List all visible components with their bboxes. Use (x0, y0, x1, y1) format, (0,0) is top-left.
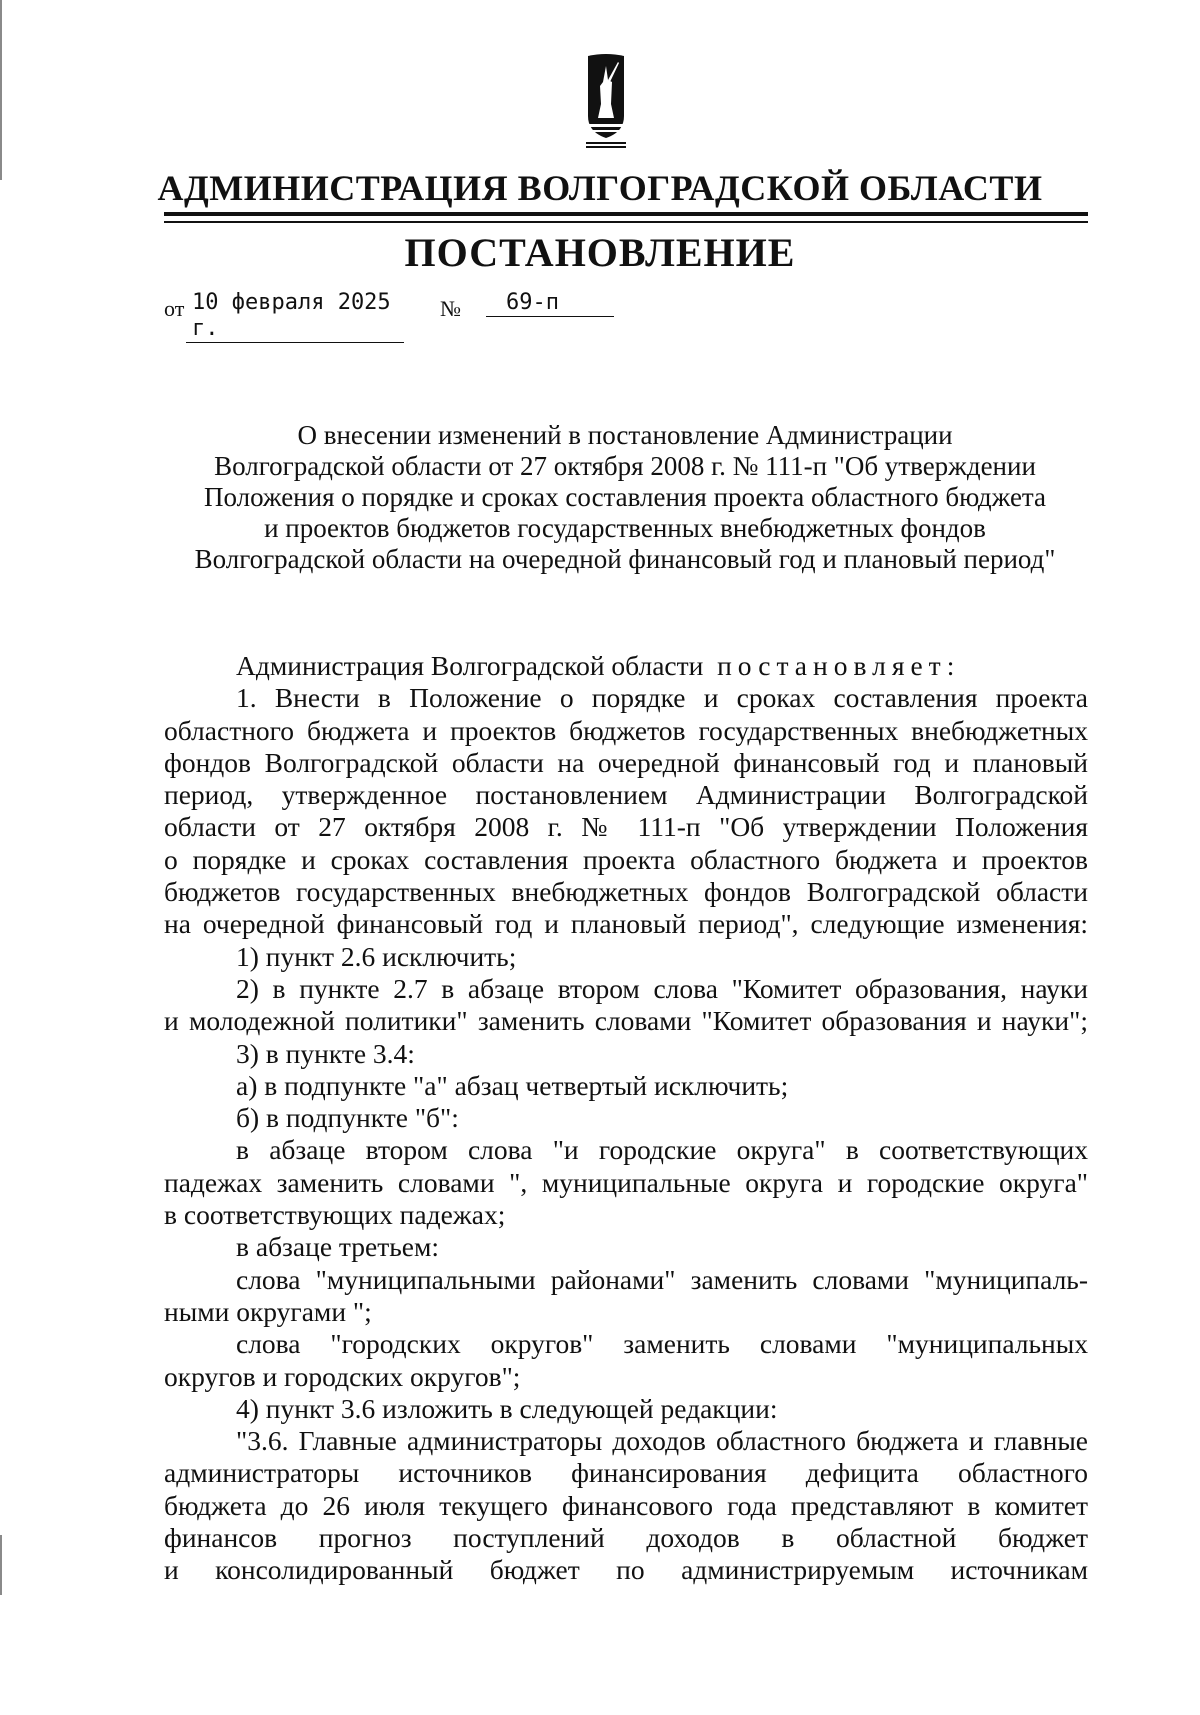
header-rule-thin (164, 221, 1088, 223)
body-line: в абзаце втором слова "и городские округа" в соответствующих (236, 1134, 1088, 1166)
body-line: б) в подпункте "б": (236, 1102, 459, 1134)
body-line: финансов прогноз поступлений доходов в областной бюджет (164, 1522, 1088, 1554)
body-line: ными округами "; (164, 1295, 372, 1327)
body-line: 3) в пункте 3.4: (236, 1037, 415, 1069)
body-line: и консолидированный бюджет по администрируемым источникам (164, 1554, 1088, 1586)
document-type-title: ПОСТАНОВЛЕНИЕ (404, 230, 796, 275)
body-line: слова "городских округов" заменить словами "муниципальных (236, 1328, 1088, 1360)
body-line: фондов Волгоградской области на очередной финансовый год и плановый (164, 746, 1088, 778)
body-line: 4) пункт 3.6 изложить в следующей редакции: (236, 1392, 778, 1424)
preamble (164, 650, 1088, 682)
body-line: 1) пункт 2.6 исключить; (236, 940, 517, 972)
body-line: падежах заменить словами ", муниципальные округа и городские округа" (164, 1166, 1088, 1198)
body-line: округов и городских округов"; (164, 1360, 521, 1392)
document-date: 10 февраля 2025 г. (186, 290, 404, 343)
subject-line: О внесении изменений в постановление Администрации (297, 420, 953, 450)
subject-line: Волгоградской области от 27 октября 2008 г. № 111-п "Об утверждении (214, 451, 1036, 481)
body-line: бюджета до 26 июля текущего финансового года представляют в комитет (164, 1489, 1088, 1521)
body-line: в абзаце третьем: (236, 1231, 440, 1263)
subject-line: Положения о порядке и сроках составления проекта областного бюджета (203, 482, 1047, 512)
body-line: 1. Внести в Положение о порядке и сроках составления проекта (236, 682, 1088, 714)
body-line: слова "муниципальными районами" заменить словами "муниципаль- (236, 1263, 1088, 1295)
subject-line: и проектов бюджетов государственных внебюджетных фондов (264, 513, 986, 543)
body-line: на очередной финансовый год и плановый период", следующие изменения: (164, 908, 1088, 940)
organization-title: АДМИНИСТРАЦИЯ ВОЛГОГРАДСКОЙ ОБЛАСТИ (157, 168, 1043, 208)
body-line: "3.6. Главные администраторы доходов областного бюджета и главные (236, 1425, 1088, 1457)
header-rule-thick (164, 212, 1088, 216)
preamble-subject: Администрация Волгоградской области (236, 650, 704, 681)
body-line: о порядке и сроках составления проекта областного бюджета и проектов (164, 843, 1088, 875)
document-number: 69-п (486, 290, 614, 317)
preamble-verb: постановляет: (717, 650, 961, 681)
body-line: и молодежной политики" заменить словами "Комитет образования и науки"; (164, 1005, 1088, 1037)
body-line: а) в подпункте "а" абзац четвертый исключить; (236, 1069, 789, 1101)
body-line: бюджетов государственных внебюджетных фондов Волгоградской области (164, 876, 1088, 908)
volgograd-emblem-icon (584, 52, 628, 150)
body-line: период, утвержденное постановлением Администрации Волгоградской (164, 779, 1088, 811)
document-subject (160, 420, 1090, 575)
body-line: областного бюджета и проектов бюджетов государственных внебюджетных (164, 714, 1088, 746)
scan-edge-mark (0, 0, 2, 180)
scan-edge-mark (0, 1535, 2, 1595)
body-line: в соответствующих падежах; (164, 1199, 506, 1231)
document-body (164, 650, 1088, 1587)
body-line: области от 27 октября 2008 г. № 111-п "Об утверждении Положения (164, 811, 1088, 843)
number-sign: № (440, 296, 461, 321)
subject-line: Волгоградской области на очередной финансовый год и плановый период" (194, 544, 1056, 574)
date-prefix: от (164, 296, 185, 321)
body-line: администраторы источников финансирования дефицита областного (164, 1457, 1088, 1489)
body-line: 2) в пункте 2.7 в абзаце втором слова "Комитет образования, науки (236, 972, 1088, 1004)
